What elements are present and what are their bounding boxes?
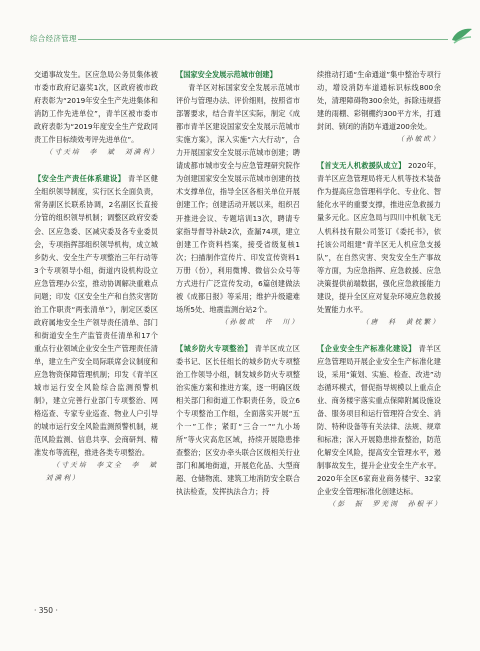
paragraph: 青羊区对标国家安全发展示范城市评价与管理办法、评价细则，按照省市部署要求，结合青羊区实际，制定《成都市青羊区建设国家安全发展示范城市实施方案》，深入实施“六大行动”，合力开展国家安全发展示范城市创建；聘请成都市城市安全与应急管理研究院作为创建国家安全发展示范城市创建的技术支撑单位，指导全区各相关单位开展创建工作；创建活动开展以来，组织召开推进会议、专题培训13次，聘请专家指导督导补缺2次，查漏74项，建立创建工作资料档案，接受省级复核1次；扫描制作宣传片、印发宣传资料1万册（份），利用微博、微信公众号等方式进行广泛宣传发动，6篇创建做法被《成都日报》等采用；维护升级避难场所5处、地震监测台站2个。	[176, 83, 300, 314]
paragraph: 青羊区成立区委书记、区长任组长的城乡防火专项整治工作领导小组，制发城乡防火专项整治实施方案和推进方案，逐一明确区级相关部门和街道工作职责任务，设立6个专项整治工作组，全面落实开展“五个一”工作；紧盯“三合一”“九小场所”等火灾高危区域，持续开展隐患排查整治；区安办牵头联合区级相关行业部门和属地街道，开展危化品、大型商超、仓储物流、建筑工地消防安全联合执法检查，发挥执法合力；持	[176, 343, 300, 497]
section	[176, 342, 300, 499]
running-header	[30, 33, 440, 47]
paragraph: 青羊区应急管理局开展企业安全生产标准化建设，采用“策划、实施、检查、改进”动态循环模式，督促指导规模以上重点企业、商务楼宇落实重点保障附属设施设备、服务项目和运行管理符合安全、消防、特种设备等有关法律、法规、规章和标准；深入开展隐患排查整治，防范化解安全风险，提高安全管理水平，遏制事故发生，提升企业安全生产水平。2020年全区6家商业商务楼宇、32家企业安全管理标准化创建达标。	[317, 343, 441, 497]
text-column-2	[176, 68, 300, 499]
paragraph: 续推动打通“生命通道”集中整治专项行动，增设消防车道通标识标线800余处，清理障碍物300余处，拆除违规搭建的雨棚、彩钢棚约300平方米，打通封闭、锁闭的消防车通道200余处。	[317, 70, 441, 132]
section-heading: 【首支无人机救援队成立】	[317, 161, 406, 171]
section-heading: 【城乡防火专项整治】	[176, 343, 253, 353]
author-credit: （孙敏欧 许 川）	[220, 317, 300, 326]
author-credit: （彭 振 罗光浏 孙根平）	[328, 500, 443, 509]
header-rule	[78, 39, 448, 40]
author-credit: （寸天培 李 斌 刘满利）	[45, 148, 160, 157]
paragraph: 青羊区健全组织领导制度，实行区长全面负责，常务副区长联系协调，2名副区长直接分管的组织领导机制；调整区政府安委会、区应急委、区减灾委及各专业委员会，专项指挥部组织领导机构，成立城乡防火、安全生产专项整治三年行动等3个专项领导小组，街道内设机构设立应急管理办公室，推动协调解决重难点问题；印发《区安全生产和自然灾害防治工作职责“两张清单”》，制定区委区政府属地安全生产领导责任清单、部门和街道安全生产监管责任清单和17个重点行业领域企业安全生产管理责任清单，建立生产安全局际联席会议制度和应急物资保障管理机制；印发《青羊区城市运行安全风险综合监测预警机制》，建立完善行业部门专项整治、网格巡查、专家专业巡查、物业人户引导的城市运行安全风险监测预警机制，规范风险监测、信息共享、会商研判、精准发布等流程，推进各类专项整治。	[34, 174, 158, 458]
running-header-title: 综合经济管理	[30, 34, 77, 43]
section-heading: 【安全生产责任体系建设】	[34, 174, 126, 184]
text-column-3	[317, 68, 441, 512]
author-credit: （唐 科 黄枕繁）	[361, 317, 441, 326]
text-column-1	[34, 68, 158, 485]
paragraph: 2020年，青羊区应急管理局将无人机等技术装备作为提高应急管理科学化、专业化、智能化水平的重要支撑，推进应急救援力量多元化。区应急局与四川中机航飞无人机科技有限公司签订《委托书》，依托该公司组建“青羊区无人机应急支援队”，在自然灾害、突发安全生产事故等方面，为应急指挥、应急救援、应急决策提供前端数据，强化应急救援能力建设，提升全区应对复杂环境应急救援处置能力水平。	[317, 161, 441, 314]
section-heading: 【企业安全生产标准化建设】	[317, 343, 416, 353]
paragraph: 交通事故发生。区应急局公务员集体被市委市政府记嘉奖1次，区政府被市政府表彰为“2019年安全生产先进集体和消防工作先进单位”，青羊区被市委市政府表彰为“2019年度安全生产党政同责工作目标绩效考评先进单位”。	[34, 70, 158, 145]
section	[317, 159, 441, 316]
page-number: · 350 ·	[34, 606, 58, 615]
author-credit: （孙敏欧）	[397, 135, 441, 144]
section-heading: 【国家安全发展示范城市创建】	[176, 70, 277, 79]
author-credit: （寸天培 李文全 李 斌	[52, 461, 158, 470]
section	[317, 342, 441, 499]
leaf-swoosh-logo-icon	[450, 26, 474, 46]
section	[176, 68, 300, 81]
author-credit-cont: 刘满利）	[45, 474, 81, 483]
section	[34, 172, 158, 459]
